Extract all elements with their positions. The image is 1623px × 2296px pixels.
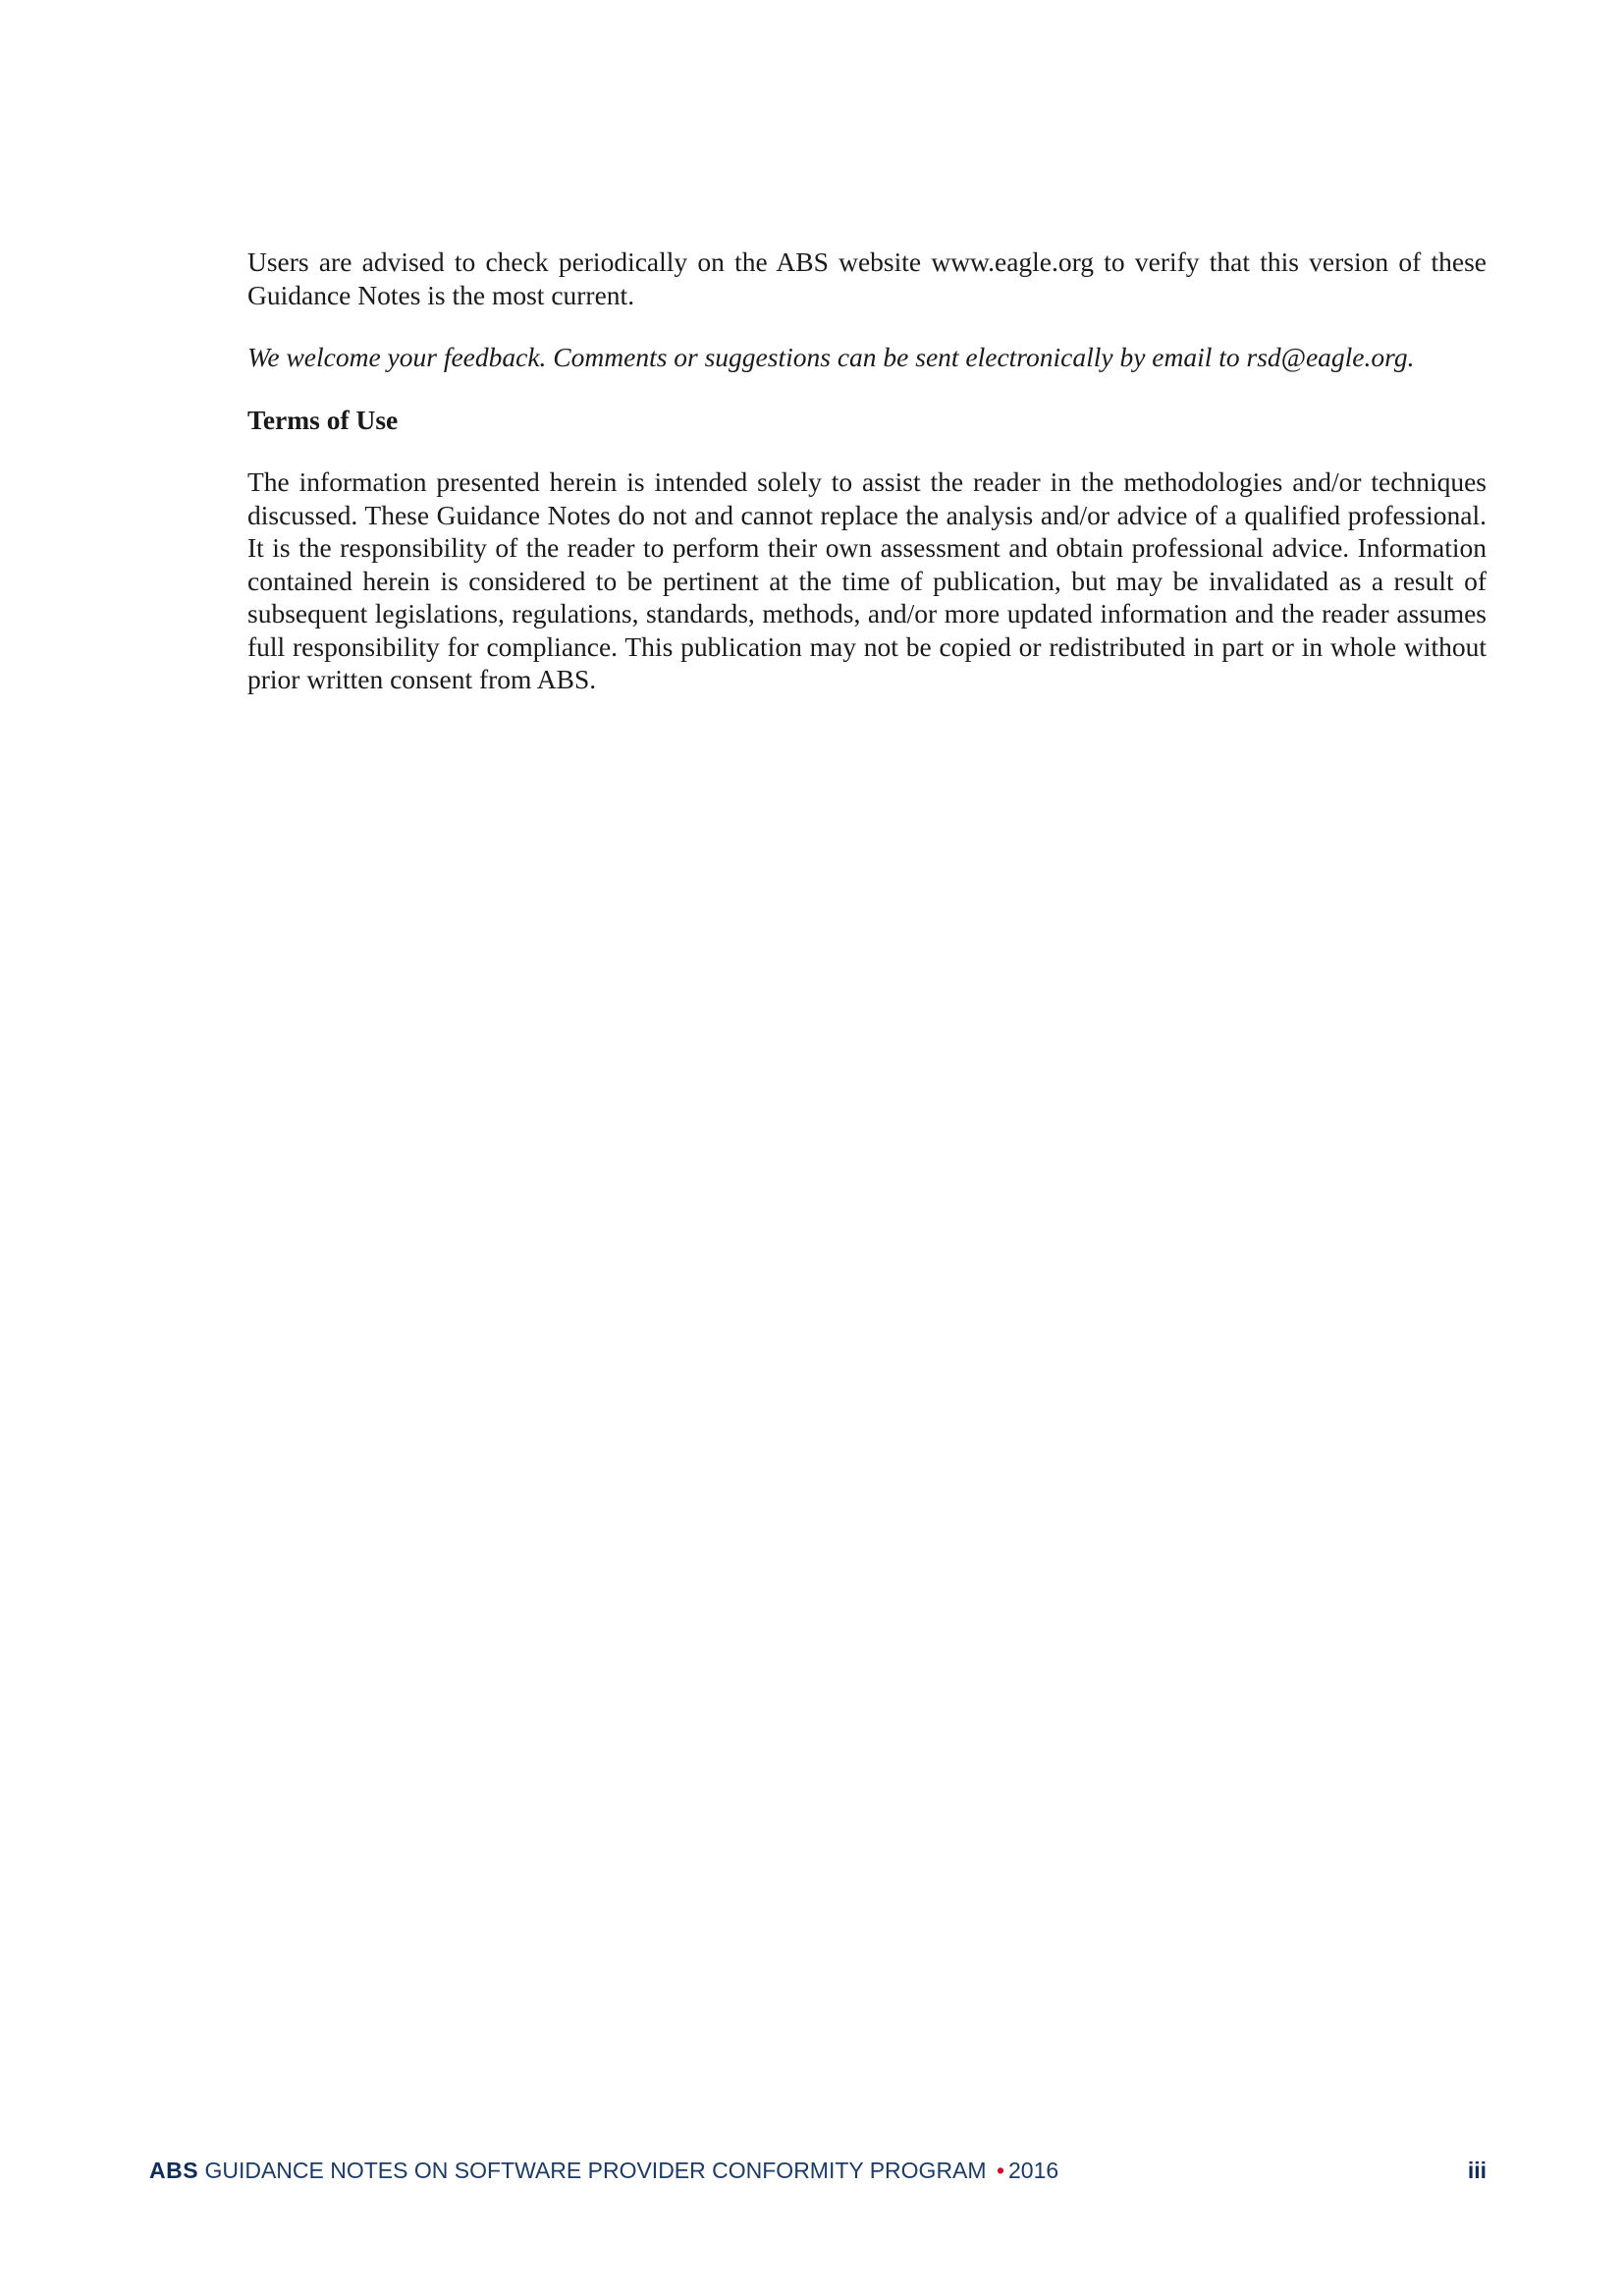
website-notice-paragraph: Users are advised to check periodically on the ABS website www.eagle.org to verify that this version of these Guidance Notes is the most current. — [247, 246, 1487, 310]
page-number: iii — [1467, 2157, 1487, 2183]
page-footer — [149, 2153, 1487, 2188]
terms-of-use-heading: Terms of Use — [247, 404, 399, 435]
page-body — [247, 246, 1487, 726]
footer-year: 2016 — [1008, 2157, 1059, 2183]
footer-brand: ABS — [149, 2157, 199, 2183]
footer-title: GUIDANCE NOTES ON SOFTWARE PROVIDER CONFORMITY PROGRAM — [204, 2157, 987, 2183]
footer-title-line — [149, 2158, 1058, 2184]
terms-of-use-paragraph: The information presented herein is intended solely to assist the reader in the methodologies and/or techniques discussed. These Guidance Notes do not and cannot replace the analysis and/or advice of a qualified professional. It is the responsibility of the reader to perform their own assessment and obtain professional advice. Information contained herein is considered to be pertinent at the time of publication, but may be invalidated as a result of subsequent legislations, regulations, standards, methods, and/or more updated information and the reader assumes full responsibility for compliance. This publication may not be copied or redistributed in part or in whole without prior written consent from ABS. — [247, 466, 1487, 694]
feedback-paragraph: We welcome your feedback. Comments or suggestions can be sent electronically by email to rsd@eagle.org. — [247, 342, 1415, 372]
footer-separator: • — [996, 2157, 1005, 2183]
